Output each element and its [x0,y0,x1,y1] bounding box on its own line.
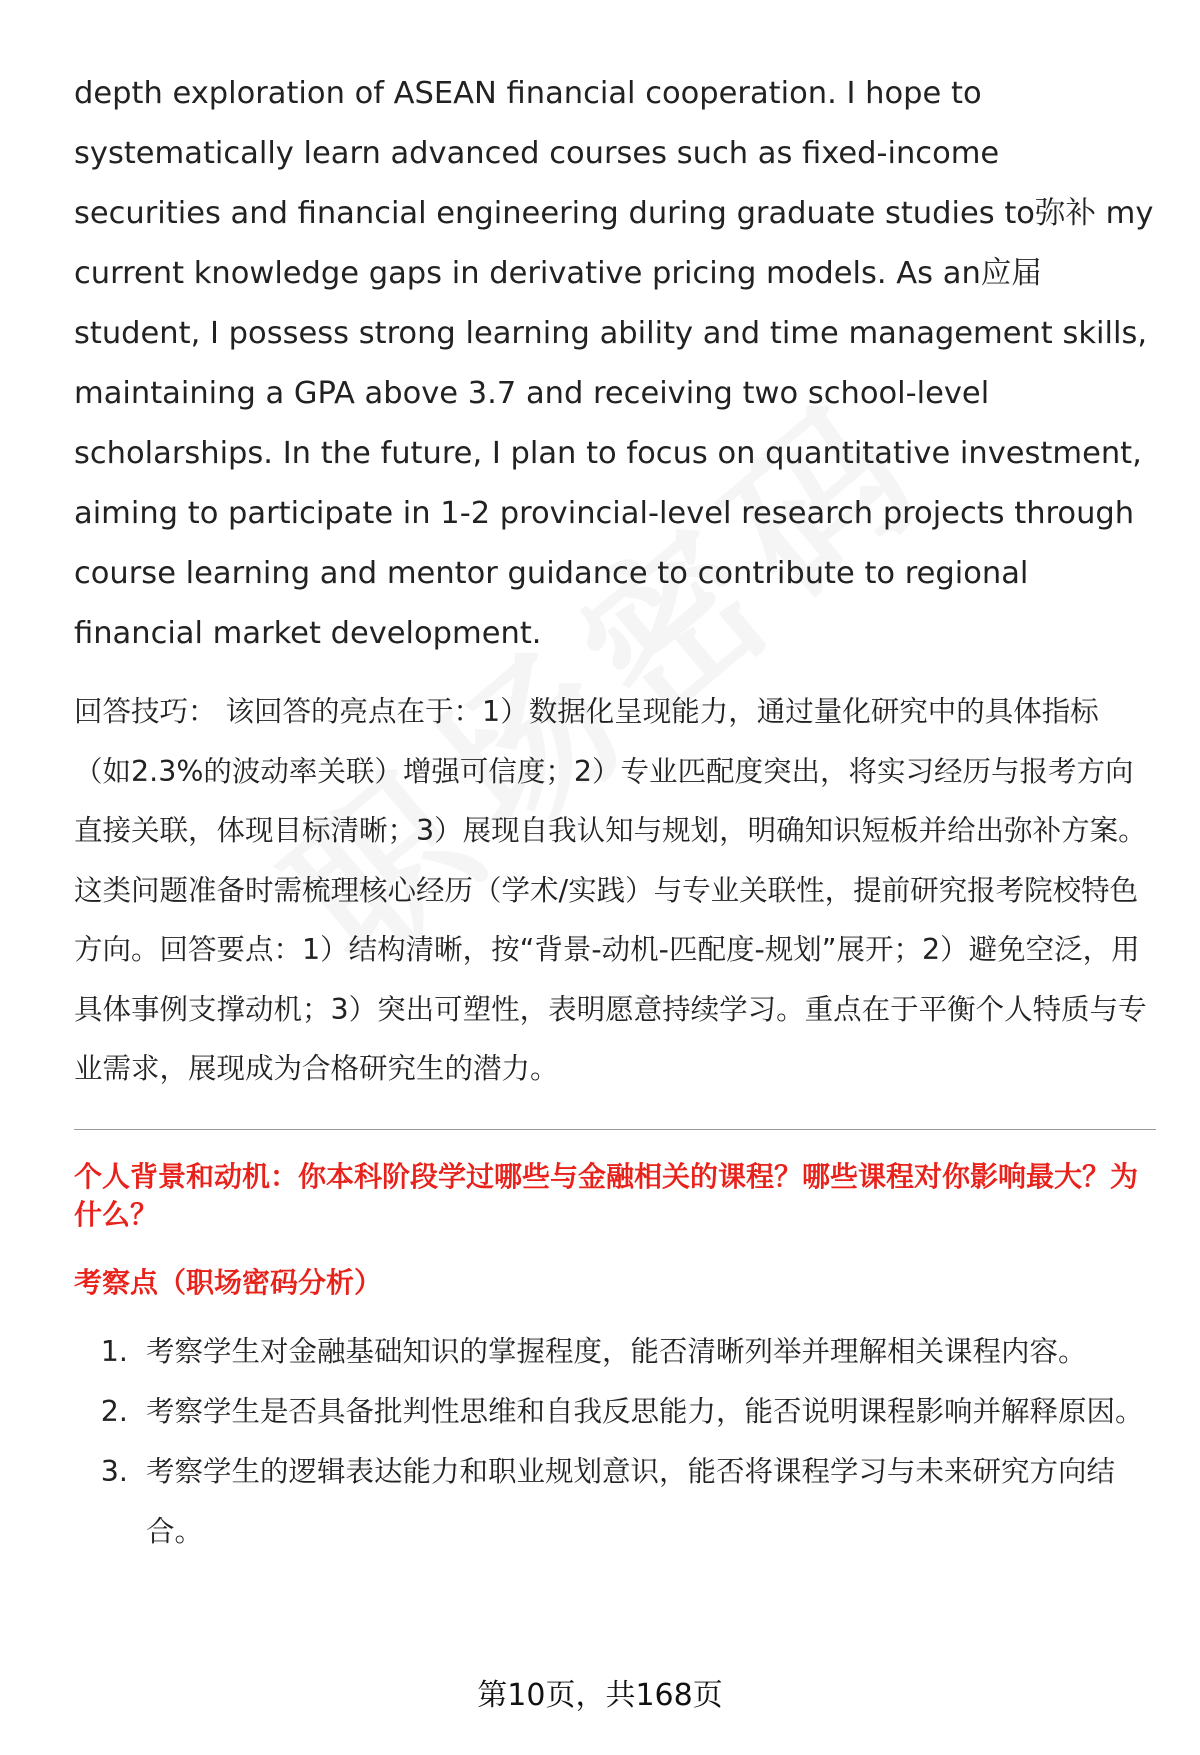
list-item-number: 2. [100,1394,128,1428]
list-item [74,1442,1154,1562]
question-title: 个人背景和动机：你本科阶段学过哪些与金融相关的课程？哪些课程对你影响最大？为什么？ [74,1159,1139,1231]
exam-points-list [74,1322,1154,1562]
answer-paragraph: depth exploration of ASEAN financial cooperation. I hope to systematically learn advanced courses such as fixed-income securities and financial engineering during graduate studies to弥补 my current knowledge gaps in derivative pricing models. As an应届 student, I possess strong learning ability and time management skills, maintaining a GPA above 3.7 and receiving two school-level scholarships. In the future, I plan to focus on quantitative investment, aiming to participate in 1-2 provincial-level research projects through course learning and mentor guidance to contribute to regional financial market development. [74,76,1154,651]
exam-points-heading: 考察点（职场密码分析） [74,1265,383,1299]
list-item [74,1322,1154,1382]
page-number: 第10页，共168页 [477,1678,723,1713]
list-item-number: 3. [100,1454,128,1488]
list-item [74,1382,1154,1442]
list-item-text: 考察学生的逻辑表达能力和职业规划意识，能否将课程学习与未来研究方向结合。 [146,1454,1116,1548]
answer-tips-paragraph: 回答技巧： 该回答的亮点在于：1）数据化呈现能力，通过量化研究中的具体指标（如2.3%的波动率关联）增强可信度；2）专业匹配度突出，将实习经历与报考方向直接关联，体现目标清晰；3）展现自我认知与规划，明确知识短板并给出弥补方案。这类问题准备时需梳理核心经历（学术/实践）与专业关联性，提前研究报考院校特色方向。回答要点：1）结构清晰，按“背景-动机-匹配度-规划”展开；2）避免空泛，用具体事例支撑动机；3）突出可塑性，表明愿意持续学习。重点在于平衡个人特质与专业需求，展现成为合格研究生的潜力。 [74,695,1147,1085]
list-item-text: 考察学生是否具备批判性思维和自我反思能力，能否说明课程影响并解释原因。 [146,1394,1144,1428]
section-divider [74,1129,1156,1130]
list-item-text: 考察学生对金融基础知识的掌握程度，能否清晰列举并理解相关课程内容。 [146,1334,1087,1368]
page-content [74,64,1154,1562]
list-item-number: 1. [100,1334,128,1368]
